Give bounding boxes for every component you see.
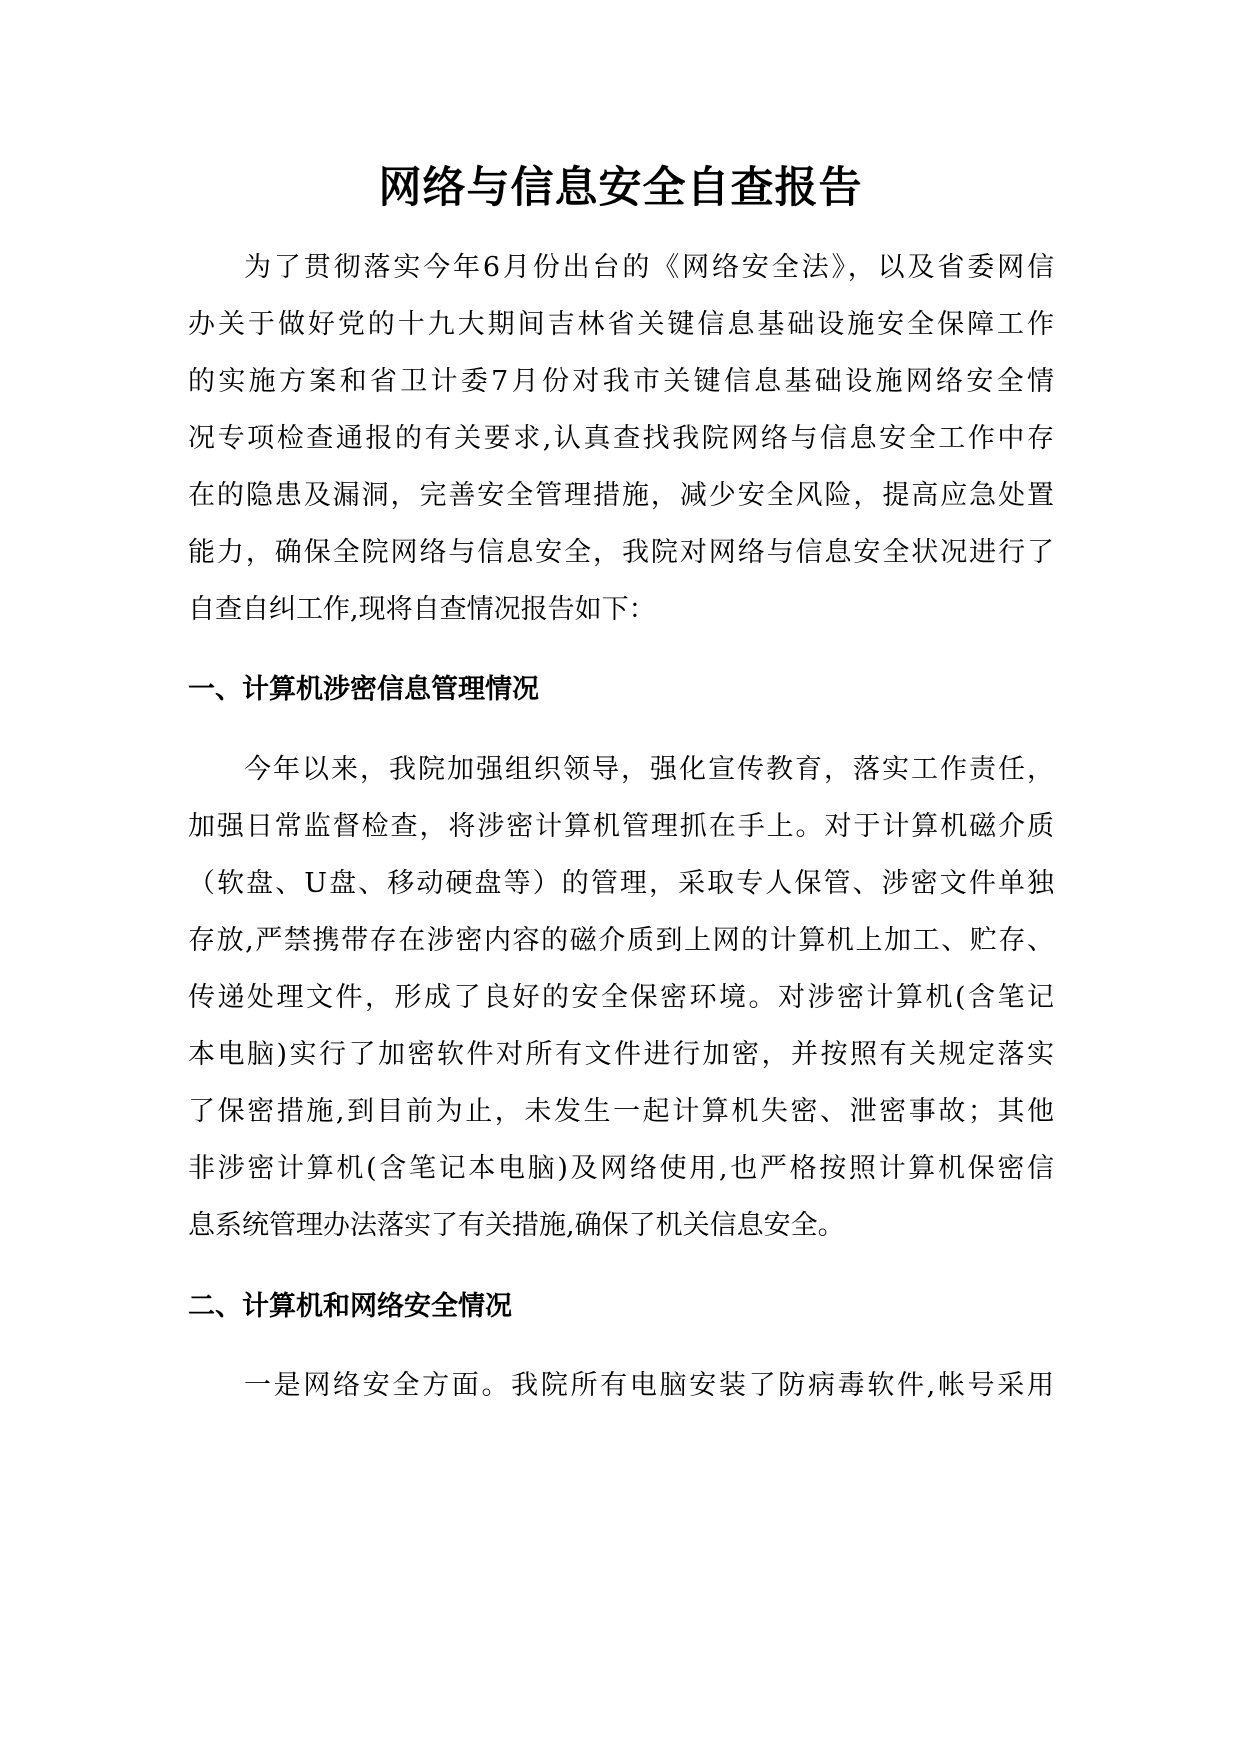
section1-line: 存放,严禁携带存在涉密内容的磁介质到上网的计算机上加工、贮存、 (188, 925, 1054, 956)
document-title: 网络与信息安全自查报告 (378, 163, 863, 213)
section1-line: 非涉密计算机(含笔记本电脑)及网络使用,也严格按照计算机保密信 (188, 1153, 1054, 1184)
intro-line: 为了贯彻落实今年6月份出台的《网络安全法》，以及省委网信 (244, 252, 1054, 283)
section2-line: 一是网络安全方面。我院所有电脑安装了防病毒软件,帐号采用 (244, 1370, 1054, 1401)
section1-line: 本电脑)实行了加密软件对所有文件进行加密，并按照有关规定落实 (188, 1039, 1054, 1070)
section1-line: 了保密措施,到目前为止，未发生一起计算机失密、泄密事故；其他 (188, 1096, 1054, 1127)
intro-line: 在的隐患及漏洞，完善安全管理措施，减少安全风险，提高应急处置 (188, 480, 1054, 511)
intro-line: 办关于做好党的十九大期间吉林省关键信息基础设施安全保障工作 (188, 309, 1054, 340)
intro-line: 能力，确保全院网络与信息安全，我院对网络与信息安全状况进行了 (188, 537, 1054, 568)
section1-line: 息系统管理办法落实了有关措施,确保了机关信息安全。 (188, 1210, 845, 1241)
intro-line: 自查自纠工作,现将自查情况报告如下： (188, 594, 656, 625)
intro-line: 的实施方案和省卫计委7月份对我市关键信息基础设施网络安全情 (188, 366, 1054, 397)
section1-line: 传递处理文件，形成了良好的安全保密环境。对涉密计算机(含笔记 (188, 982, 1054, 1013)
section2-heading: 二、计算机和网络安全情况 (188, 1291, 512, 1322)
intro-line: 况专项检查通报的有关要求,认真查找我院网络与信息安全工作中存 (188, 423, 1054, 454)
section1-heading: 一、计算机涉密信息管理情况 (188, 674, 539, 705)
section1-line: （软盘、U盘、移动硬盘等）的管理，采取专人保管、涉密文件单独 (188, 868, 1054, 899)
section1-line: 今年以来，我院加强组织领导，强化宣传教育，落实工作责任， (244, 754, 1054, 785)
section1-line: 加强日常监督检查，将涉密计算机管理抓在手上。对于计算机磁介质 (188, 811, 1054, 842)
